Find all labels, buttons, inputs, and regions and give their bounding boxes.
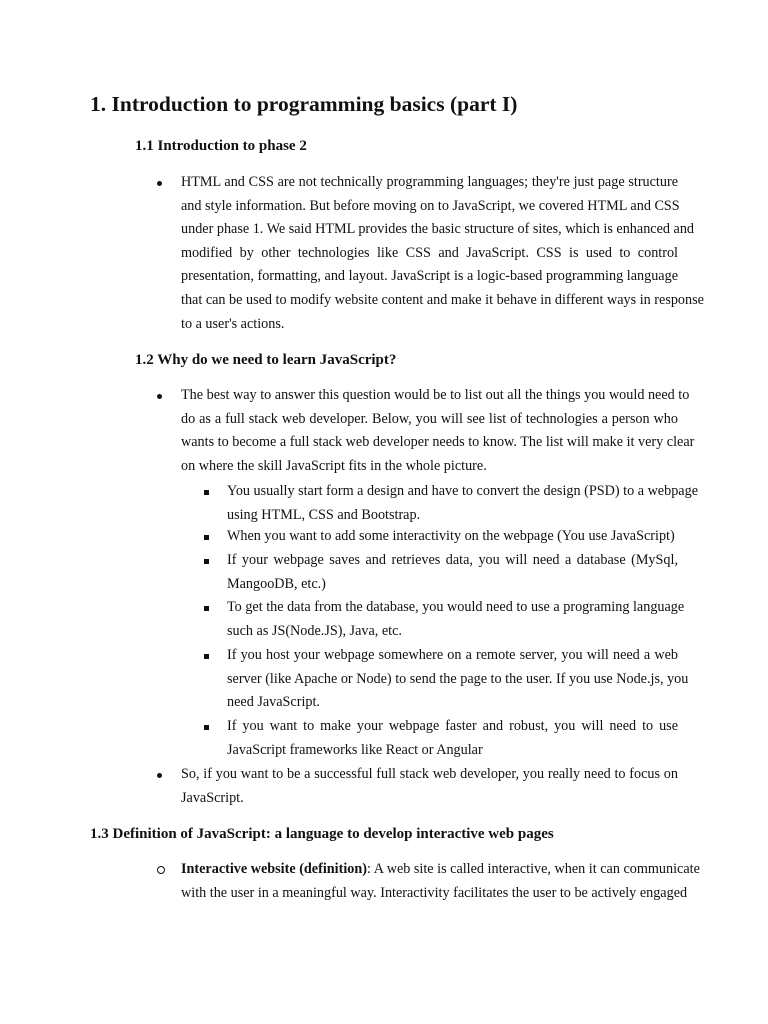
definition-line: with the user in a meaningful way. Interactivity facilitates the user to be actively engaged [181,884,688,901]
bullet-dot-icon [157,181,162,186]
paragraph-line: under phase 1. We said HTML provides the basic structure of sites, which is enhanced and [181,221,695,238]
sub-item-line: You usually start form a design and have to convert the design (PSD) to a webpage [227,483,698,499]
paragraph-line: wants to become a full stack web developer needs to know. The list will make it very clear [181,434,695,451]
square-bullet-icon [204,725,209,730]
sub-item [227,525,678,549]
section-1-2-intro [181,384,695,478]
sub-item-line: JavaScript frameworks like React or Angular [227,741,483,758]
definition-term: Interactive website (definition) [181,861,367,877]
sub-item-line: If you want to make your webpage faster and robust, you will need to use [227,718,678,734]
paragraph-line: that can be used to modify website content and make it behave in different ways in response [181,291,704,308]
paragraph-line: on where the skill JavaScript fits in the whole picture. [181,457,487,474]
bullet-dot-icon [157,394,162,399]
paragraph-line: The best way to answer this question would be to list out all the things you would need to [181,387,690,403]
square-bullet-icon [204,535,209,540]
definition-line [181,858,700,882]
page-title: 1. Introduction to programming basics (part I) [90,92,518,116]
paragraph-line: do as a full stack web developer. Below, you will see list of technologies a person who [181,410,678,427]
paragraph-line: and style information. But before moving on to JavaScript, we covered HTML and CSS [181,197,680,214]
section-1-3-definition [181,858,700,905]
sub-item [227,715,678,762]
paragraph-line: JavaScript. [181,789,244,806]
section-1-3-heading: 1.3 Definition of JavaScript: a language to develop interactive web pages [90,826,554,842]
sub-item-line: When you want to add some interactivity on the webpage (You use JavaScript) [227,528,675,544]
paragraph-line: presentation, formatting, and layout. JavaScript is a logic-based programming language [181,268,678,285]
sub-item-line: server (like Apache or Node) to send the page to the user. If you use Node.js, you [227,670,689,687]
section-1-1-heading: 1.1 Introduction to phase 2 [135,138,307,154]
paragraph-line: modified by other technologies like CSS and JavaScript. CSS is used to control [181,244,678,261]
sub-item-line: If your webpage saves and retrieves data, you will need a database (MySql, [227,552,678,568]
sub-item-line: need JavaScript. [227,694,320,711]
bullet-dot-icon [157,773,162,778]
sub-item [227,644,689,715]
square-bullet-icon [204,559,209,564]
sub-item-line: If you host your webpage somewhere on a remote server, you will need a web [227,647,678,663]
circle-bullet-icon [157,866,165,874]
definition-text: : A web site is called interactive, when it can communicate [366,861,700,877]
sub-item-line: MangooDB, etc.) [227,575,326,592]
square-bullet-icon [204,654,209,659]
paragraph-line: HTML and CSS are not technically programming languages; they're just page structure [181,174,678,190]
paragraph-line: to a user's actions. [181,315,285,332]
paragraph-line: So, if you want to be a successful full stack web developer, you really need to focus on [181,766,678,782]
section-1-1-paragraph [181,171,704,336]
sub-item-line: To get the data from the database, you would need to use a programing language [227,599,685,615]
square-bullet-icon [204,606,209,611]
sub-item-line: such as JS(Node.JS), Java, etc. [227,622,402,639]
sub-item [227,549,678,596]
section-1-2-heading: 1.2 Why do we need to learn JavaScript? [135,352,397,368]
sub-item-line: using HTML, CSS and Bootstrap. [227,506,421,523]
sub-item [227,480,698,527]
square-bullet-icon [204,490,209,495]
sub-item [227,596,685,643]
section-1-2-conclusion [181,763,678,810]
